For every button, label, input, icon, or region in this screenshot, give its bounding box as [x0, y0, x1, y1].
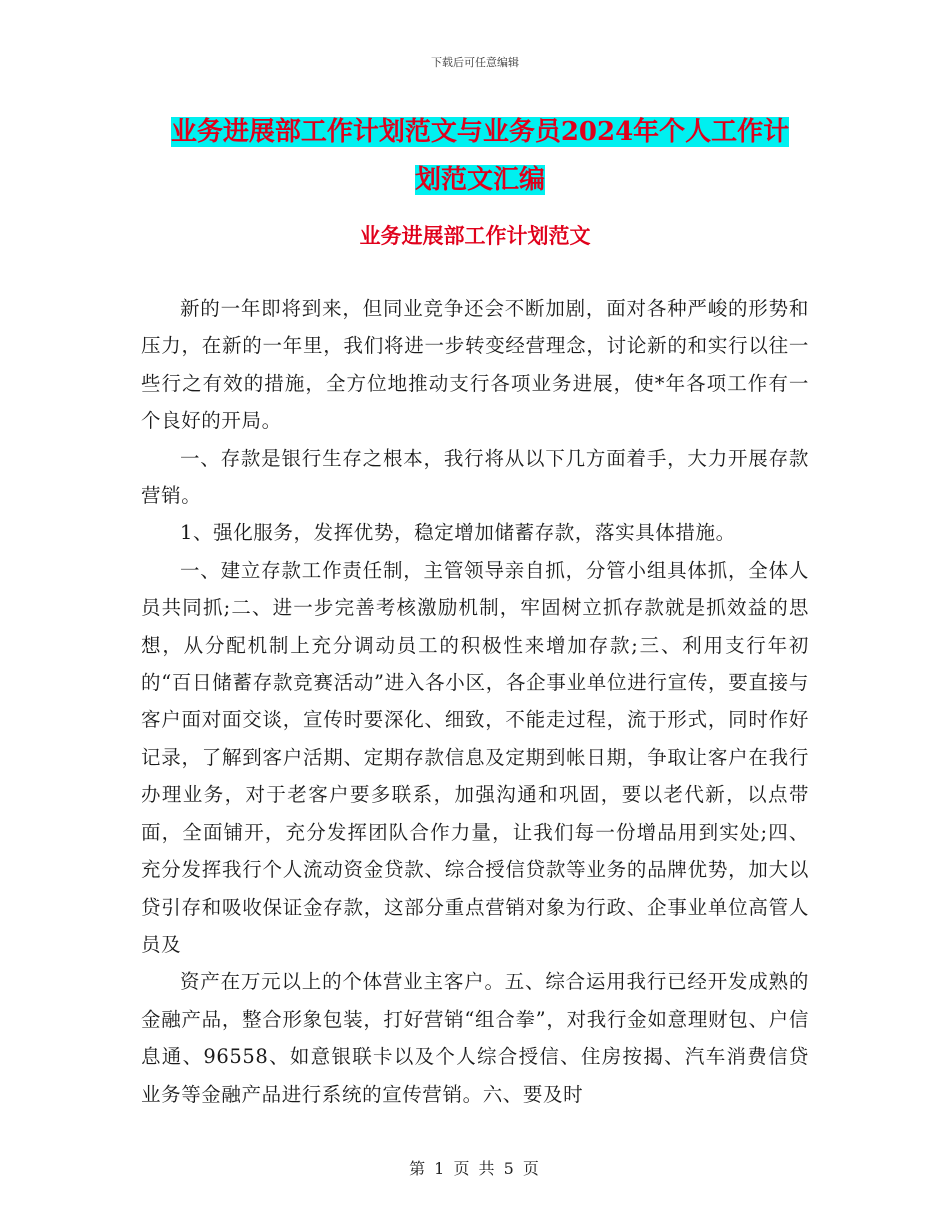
document-body: [141, 290, 809, 1113]
paragraph: 新的一年即将到来，但同业竞争还会不断加剧，面对各种严峻的形势和压力，在新的一年里，我们将进一步转变经营理念，讨论新的和实行以往一些行之有效的措施，全方位地推动支行各项业务进展，使*年各项工作有一个良好的开局。: [141, 297, 809, 433]
page-header-note: 下载后可任意编辑: [431, 56, 519, 69]
document-title-line1: 业务进展部工作计划范文与业务员2024年个人工作计: [170, 117, 790, 147]
paragraph: 一、存款是银行生存之根本，我行将从以下几方面着手，大力开展存款营销。: [141, 446, 809, 508]
document-title: [140, 108, 820, 204]
section-title: 业务进展部工作计划范文: [359, 223, 591, 248]
paragraph: 一、建立存款工作责任制，主管领导亲自抓，分管小组具体抓，全体人员共同抓;二、进一步完善考核激励机制，牢固树立抓存款就是抓效益的思想，从分配机制上充分调动员工的积极性来增加存款;三、利用支行年初的“百日储蓄存款竞赛活动”进入各小区，各企事业单位进行宣传，要直接与客户面对面交谈，宣传时要深化、细致，不能走过程，流于形式，同时作好记录，了解到客户活期、定期存款信息及定期到帐日期，争取让客户在我行办理业务，对于老客户要多联系，加强沟通和巩固，要以老代新，以点带面，全面铺开，充分发挥团队合作力量，让我们每一份增品用到实处;四、充分发挥我行个人流动资金贷款、综合授信贷款等业务的品牌优势，加大以贷引存和吸收保证金存款，这部分重点营销对象为行政、企事业单位高管人员及: [141, 558, 809, 956]
page-number: 第 1 页 共 5 页: [409, 1159, 541, 1178]
paragraph: 资产在万元以上的个体营业主客户。五、综合运用我行已经开发成熟的金融产品，整合形象包装，打好营销“组合拳”，对我行金如意理财包、户信息通、96558、如意银联卡以及个人综合授信、住房按揭、汽车消费信贷业务等金融产品进行系统的宣传营销。六、要及时: [141, 970, 809, 1106]
paragraph: 1、强化服务，发挥优势，稳定增加储蓄存款，落实具体措施。: [180, 521, 736, 545]
document-title-line2: 划范文汇编: [414, 165, 545, 195]
